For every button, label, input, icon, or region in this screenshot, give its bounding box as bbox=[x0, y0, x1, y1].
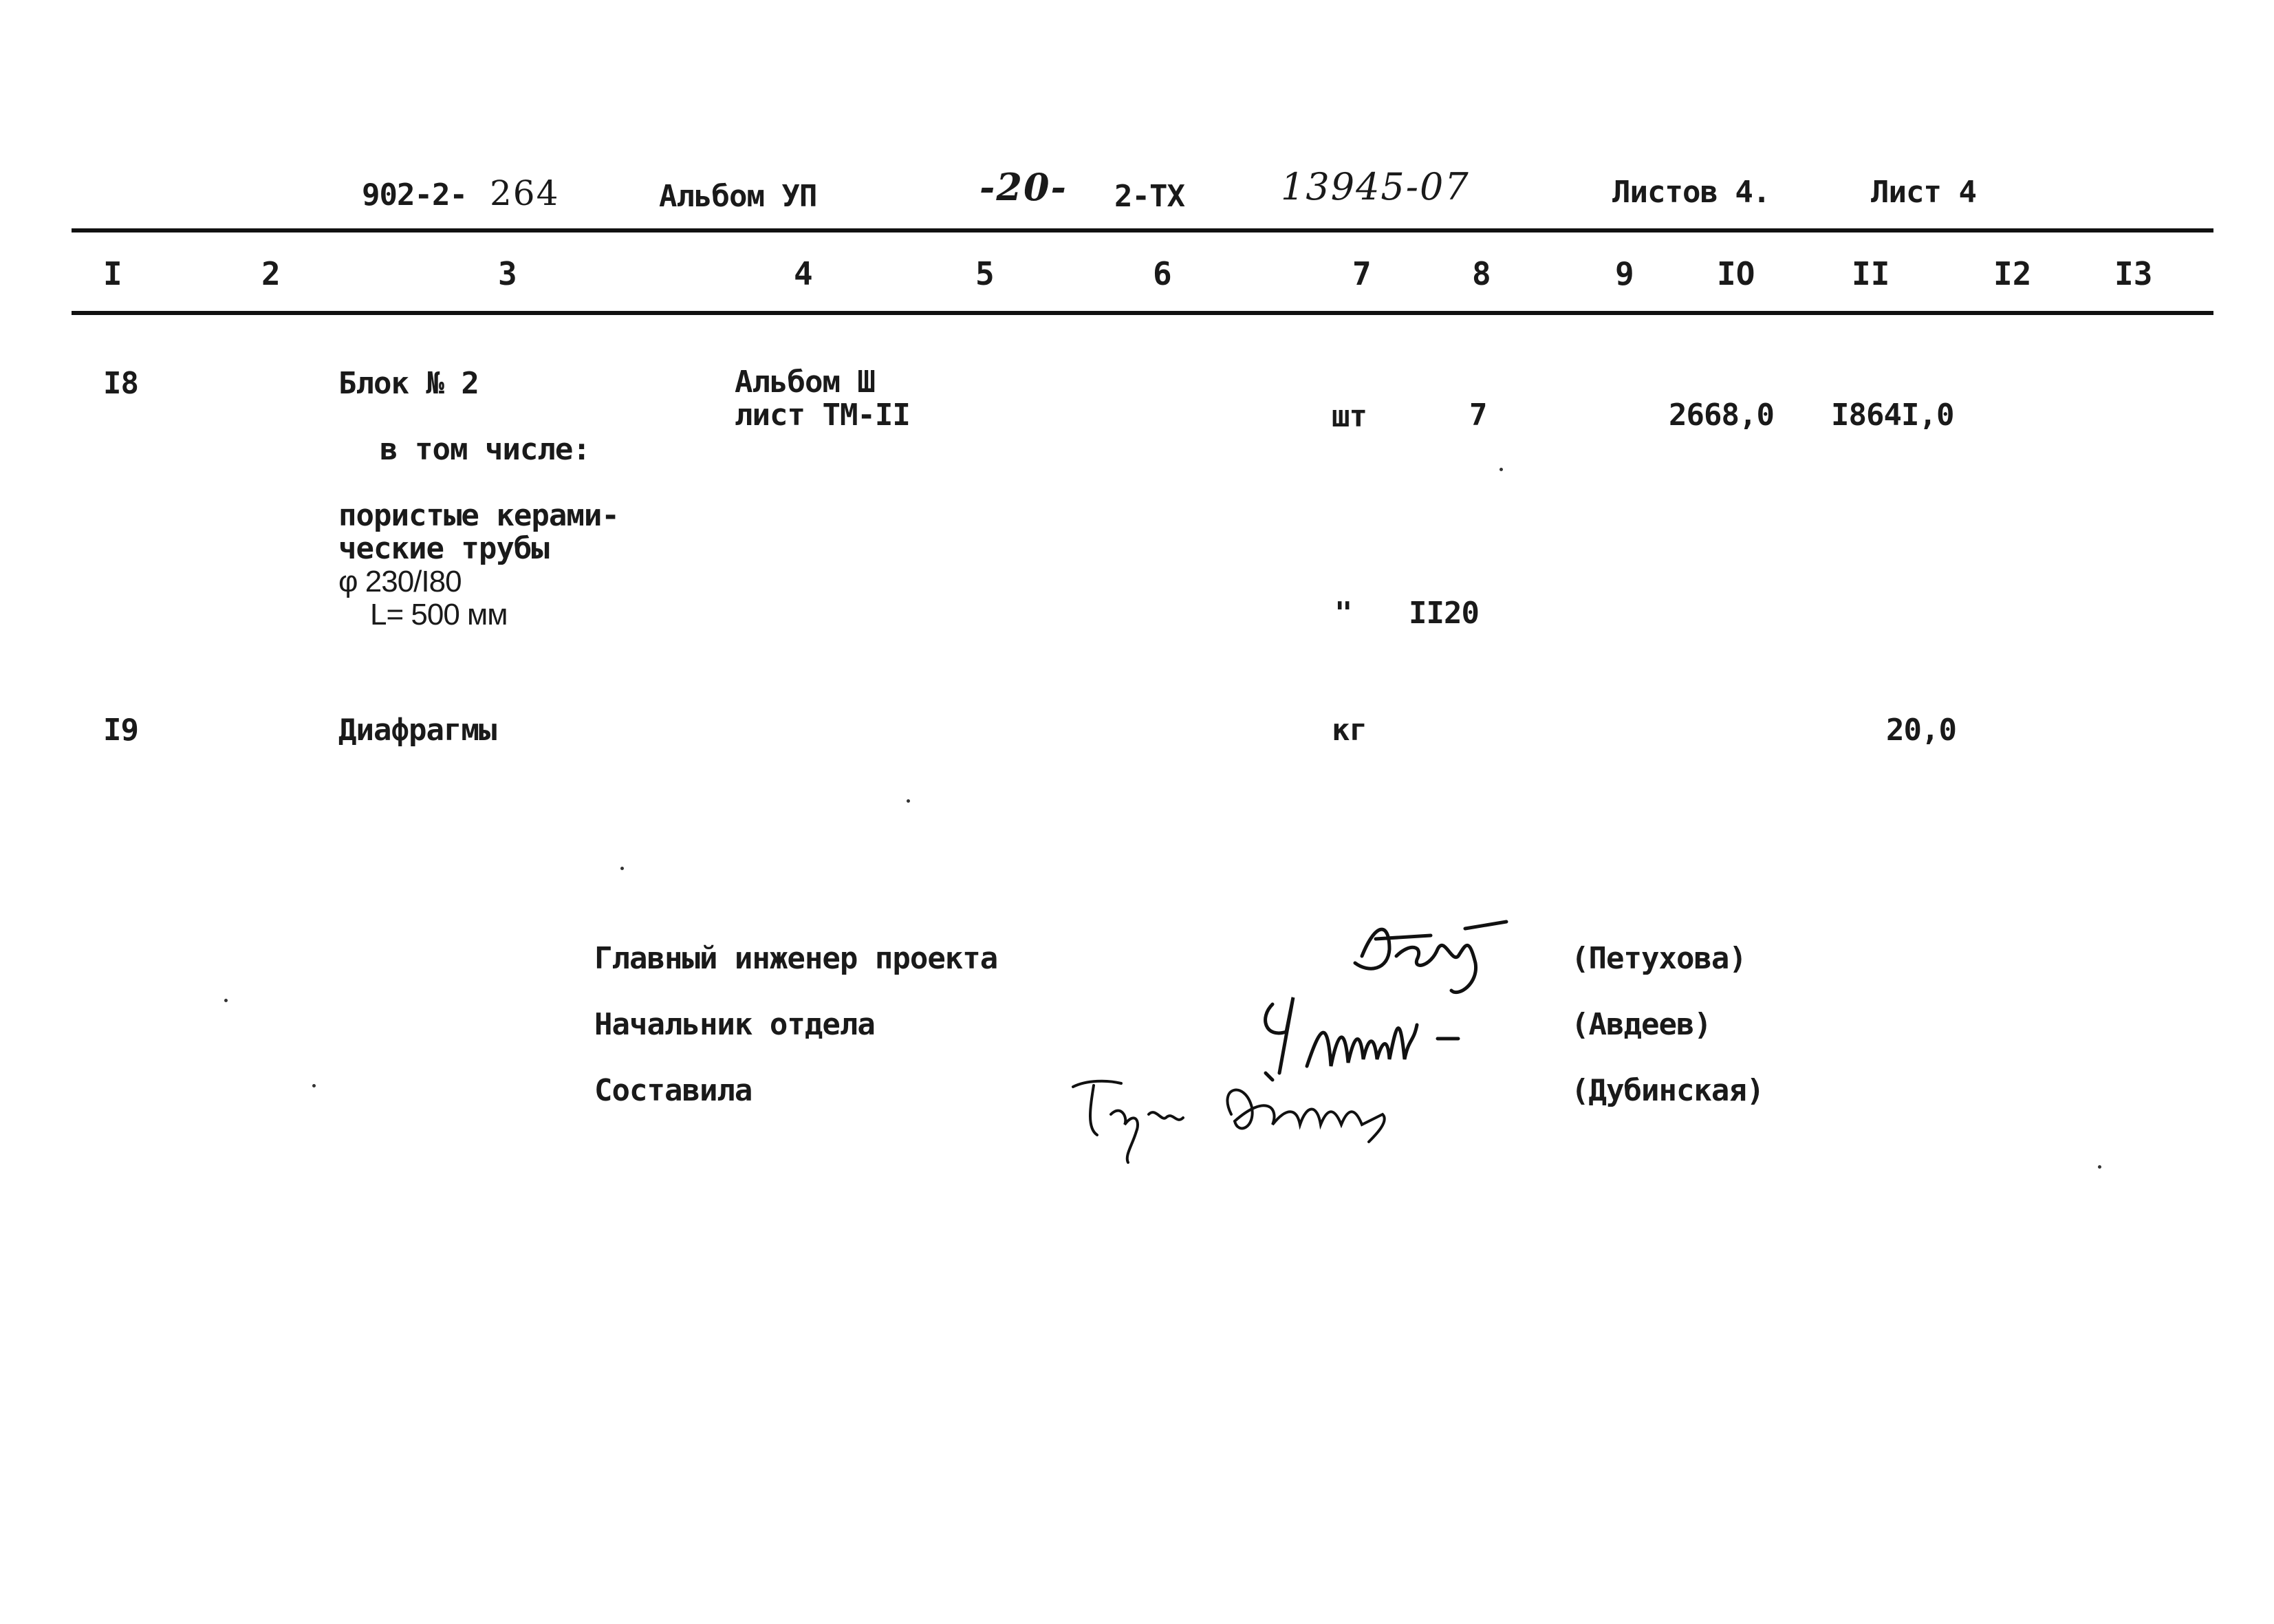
column-number: 7 bbox=[1352, 255, 1372, 292]
column-number: 8 bbox=[1472, 255, 1491, 292]
album-label: Альбом УП bbox=[659, 179, 817, 214]
sub-item-line: пористые керами- bbox=[338, 498, 619, 533]
signature-role: Начальник отдела bbox=[594, 1007, 875, 1042]
row-number: I9 bbox=[103, 713, 138, 748]
sheets-total: Листов 4. bbox=[1612, 175, 1771, 210]
column-number: I bbox=[103, 255, 122, 292]
item-name: Диафрагмы bbox=[338, 713, 497, 748]
scan-speck bbox=[620, 867, 624, 870]
unit: кг bbox=[1332, 713, 1367, 748]
project-code: 13945-07 bbox=[1281, 165, 1470, 208]
scan-speck bbox=[224, 999, 228, 1002]
unit: шт bbox=[1332, 399, 1367, 434]
scan-speck bbox=[1499, 468, 1503, 471]
signature-role: Главный инженер проекта bbox=[594, 941, 998, 976]
including-label: в том числе: bbox=[380, 432, 590, 467]
scan-speck bbox=[2098, 1165, 2101, 1169]
reference-album: Альбом Ш bbox=[735, 365, 875, 400]
sub-item-line: ческие трубы bbox=[338, 531, 549, 566]
column-number: 3 bbox=[498, 255, 517, 292]
scan-speck bbox=[312, 1084, 316, 1087]
quantity: 7 bbox=[1469, 398, 1487, 433]
column-number: II bbox=[1852, 255, 1890, 292]
page-number: -20- bbox=[979, 165, 1068, 209]
column-number: 9 bbox=[1615, 255, 1634, 292]
unit-cost: 2668,0 bbox=[1669, 398, 1774, 433]
total-cost: 20,0 bbox=[1886, 713, 1956, 748]
column-number: IO bbox=[1717, 255, 1755, 292]
sub-unit: " bbox=[1334, 596, 1352, 631]
scan-speck bbox=[907, 799, 910, 803]
item-name: Блок № 2 bbox=[338, 366, 479, 401]
column-number: 5 bbox=[975, 255, 995, 292]
row-number: I8 bbox=[103, 366, 138, 401]
series-number: 902-2- bbox=[362, 177, 467, 213]
column-number: 4 bbox=[794, 255, 813, 292]
column-number: I2 bbox=[1993, 255, 2032, 292]
reference-sheet: лист ТМ-II bbox=[735, 398, 910, 433]
sub-item-line: φ 230/I80 bbox=[338, 565, 462, 598]
sub-quantity: II20 bbox=[1409, 596, 1479, 631]
signature-role: Составила bbox=[594, 1073, 752, 1108]
signature-name: (Авдеев) bbox=[1571, 1007, 1711, 1042]
section-label: 2-ТХ bbox=[1114, 179, 1184, 214]
header-rule-bottom bbox=[72, 311, 2213, 315]
column-number: 2 bbox=[261, 255, 281, 292]
column-number: 6 bbox=[1153, 255, 1172, 292]
column-number: I3 bbox=[2114, 255, 2153, 292]
signature-name: (Петухова) bbox=[1571, 941, 1746, 976]
sheet-number: Лист 4 bbox=[1871, 175, 1976, 210]
signature-dubinskaya bbox=[1059, 1059, 1458, 1169]
sub-item-line: L= 500 мм bbox=[370, 598, 508, 631]
signature-name: (Дубинская) bbox=[1571, 1073, 1764, 1108]
header-rule-top bbox=[72, 228, 2213, 232]
series-number-handwritten: 264 bbox=[490, 173, 560, 213]
total-cost: I864I,0 bbox=[1831, 398, 1954, 433]
